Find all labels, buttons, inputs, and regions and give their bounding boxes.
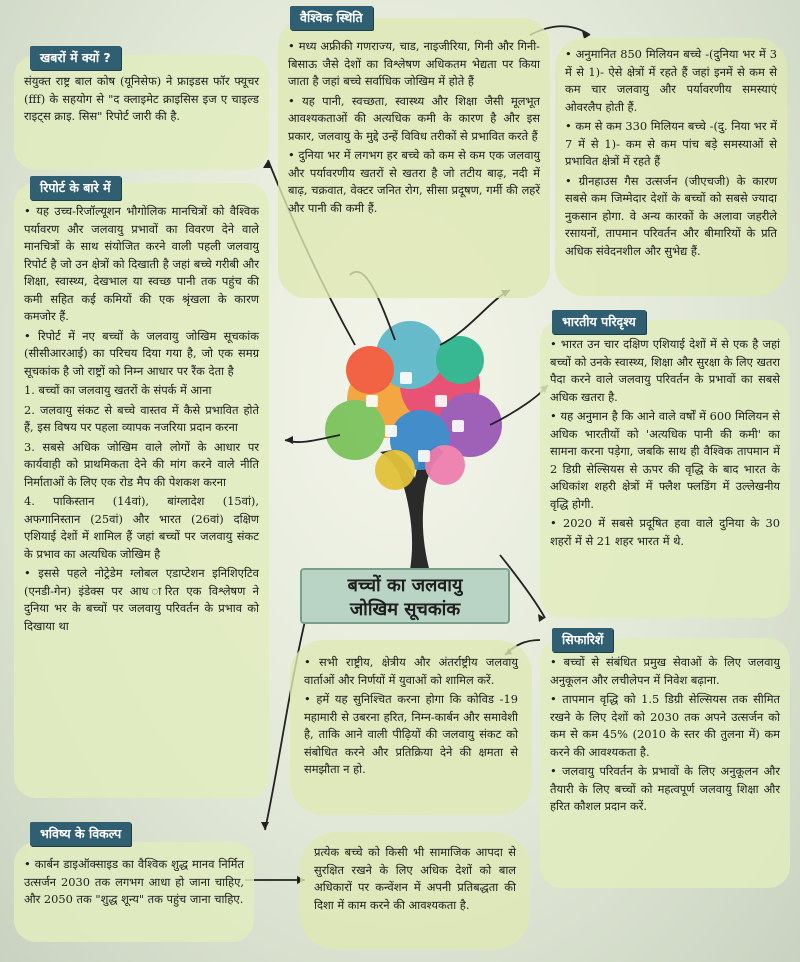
stats-item: • अनुमानित 850 मिलियन बच्चे -(दुनिया भर में 3 में से 1)- ऐसे क्षेत्रों में रहते हैं जहां इनमें से कम से कम चार जलवायु और पर्यावरणीय समस्याएं ओवरलैप होती हैं. [565,47,777,114]
report-box [14,183,269,798]
global-item: • दुनिया भर में लगभग हर बच्चे को कम से कम एक जलवायु और पर्यावरणीय खतरों से खतरा है जो तटीय बाढ़, नदी में बाढ़, चक्रवात, वेक्टर जनित रोग, सीसा प्रदूषण, गर्मी की लहरें और पानी की कमी हैं. [288,148,540,215]
global-item: • मध्य अफ्रीकी गणराज्य, चाड, नाइजीरिया, गिनी और गिनी-बिसाऊ जैसे देशों का विश्लेषण अधिकतम भेद्यता पर किया जाता है जहां बच्चे सर्वाधिक जोखिम में होते हैं [288,39,540,88]
page-title [300,568,510,624]
recommend-item: • जलवायु परिवर्तन के प्रभावों के लिए अनुकूलन और तैयारी के लिए बच्चों को महत्वपूर्ण जलवायु शिक्षा और हरित कौशल प्रदान करें. [550,764,780,813]
youth-item: • हमें यह सुनिश्चित करना होगा कि कोविड -19 महामारी से उबरना हरित, निम्न-कार्बन और समावेशी है, ताकि आने वाली पीढ़ियों की जलवायु संकट को संबोधित करने और प्रतिक्रिया देने की क्षमता से समझौता न हो. [304,692,518,776]
future-header: भविष्य के विकल्प [30,822,131,846]
india-box [540,320,790,618]
protect-text: प्रत्येक बच्चे को किसी भी सामाजिक आपदा से सुरक्षित रखने के लिए अधिक देशों को बाल अधिकारों पर कन्वेंशन में अपनी प्रतिबद्धता की दिशा में काम करने की आवश्यकता है. [314,845,516,912]
grid-icon [452,420,464,432]
title-line-1: बच्चों का जलवायु [347,575,463,596]
gear-icon [366,395,378,407]
globe-icon [418,450,430,462]
report-item: 3. सबसे अधिक जोखिम वाले लोगों के आधार पर कार्यवाही को प्राथमिकता देने की मांग करने वाले नीति निर्माताओं के लिए एक रोड मैप की पेशकश करना [24,439,259,489]
india-header: भारतीय परिदृश्य [552,310,646,334]
stats-box [555,38,787,296]
tree-canopy [325,321,502,490]
news-text: संयुक्त राष्ट्र बाल कोष (यूनिसेफ) ने फ्राइडस फॉर फ्यूचर (fff) के सहयोग से "द क्लाइमेट क्राइसिस इज ए चाइल्ड राइट्स क्राइ. सिस" रिपोर्ट जारी की है. [24,74,259,123]
report-item: • यह उच्च-रिजॉल्यूशन भौगोलिक मानचित्रों को वैश्विक पर्यावरण और जलवायु प्रभावों का विवरण देने वाले मानचित्रों के साथ संयोजित करने वाली पहली जलवायु रिपोर्ट है जो उन क्षेत्रों को दिखाती है जहां बच्चे गरीबी और शिक्षा, स्वास्थ्य, देखभाल या स्वच्छ पानी तक पहुंच की कमी सहित कई कमियों की एक श्रृंखला के कारण कमजोर हैं. [24,204,259,323]
india-item: • यह अनुमान है कि आने वाले वर्षों में 600 मिलियन से अधिक भारतीयों को 'अत्यधिक पानी की कमी' का सामना करना पड़ेगा, जबकि साथ ही वैश्विक तापमान में 2 डिग्री सेल्सियस से ऊपर की वृद्धि के बाद भारत के अधिकांश शहरी क्षेत्रों में फ्लैश फ्लडिंग में उल्लेखनीय वृद्धि होगी. [550,409,780,511]
news-box [14,55,269,170]
report-item: 1. बच्चों का जलवायु खतरों के संपर्क में आना [24,383,212,397]
chart-icon [400,372,412,384]
protect-box [300,832,530,950]
arrow-to-stats [440,290,510,345]
recommend-item: • बच्चों से संबंधित प्रमुख सेवाओं के लिए जलवायु अनुकूलन और लचीलेपन में निवेश बढ़ाना. [550,655,780,687]
report-item: 4. पाकिस्तान (14वां), बांग्लादेश (15वां), अफगानिस्तान (25वां) और भारत (26वां) दक्षिण एशियाई देशों में शामिल हैं जहां बच्चों पर जलवायु संकट के प्रभाव का अत्यधिक जोखिम है [24,494,259,561]
future-text: • कार्बन डाइऑक्साइड का वैश्विक शुद्ध मानव निर्मित उत्सर्जन 2030 तक लगभग आधा हो जाना चाहिए, और 2050 तक "शुद्ध शून्य" तक पहुंच जाना चाहिए. [24,857,244,906]
stats-item: • ग्रीनहाउस गैस उत्सर्जन (जीएचजी) के कारण सबसे कम जिम्मेदार देशों के बच्चों को सबसे ज्यादा नुकसान होगा. वे अन्य कारकों के अलावा जहरीले रसायनों, तापमान परिवर्तन और बीमारियों के प्रति अधिक संवेदनशील और सुभेद्य हैं. [565,173,777,258]
title-line-2: जोखिम सूचकांक [349,599,461,620]
target-icon [435,395,447,407]
report-item: 2. जलवायु संकट से बच्चे वास्तव में कैसे प्रभावित होते हैं, इस विषय पर पहला व्यापक नजरिया प्रदान करना [24,402,259,434]
youth-box [290,640,532,815]
youth-item: • सभी राष्ट्रीय, क्षेत्रीय और अंतर्राष्ट्रीय जलवायु वार्ताओं और निर्णयों में युवाओं को शामिल करें. [304,655,518,687]
report-item: • रिपोर्ट में नए बच्चों के जलवायु जोखिम सूचकांक (सीसीआरआई) का परिचय दिया गया है, जो एक समग्र सूचकांक है जो राष्ट्रों को निम्न आधार पर रैंक देता है [24,328,259,378]
stats-item: • कम से कम 330 मिलियन बच्चे -(दु. निया भर में 7 में से 1)- कम से कम पांच बड़े समस्याओं से प्रभावित क्षेत्रों में रहते हैं [565,119,777,168]
global-header: वैश्विक स्थिति [290,6,373,30]
recommend-item: • तापमान वृद्धि को 1.5 डिग्री सेल्सियस तक सीमित रखने के लिए देशों को 2030 तक अपने उत्सर्जन को कम से कम 45% (2010 के स्तर की तुलना में) कम करने की आवश्यकता है. [550,692,780,759]
global-box [278,18,550,298]
network-icon [385,425,397,437]
news-header: खबरों में क्यों ? [30,46,121,70]
india-item: • भारत उन चार दक्षिण एशियाई देशों में से एक है जहां बच्चों को उनके स्वास्थ्य, शिक्षा और सुरक्षा के लिए खतरा पैदा करने वाले जलवायु परिवर्तन के प्रभावों का सबसे अधिक खतरा है. [550,337,780,404]
report-header: रिपोर्ट के बारे में [30,176,121,200]
india-item: • 2020 में सबसे प्रदूषित हवा वाले दुनिया के 30 शहरों में से 21 शहर भारत में थे. [550,516,780,548]
recommend-box [540,638,790,888]
global-item: • यह पानी, स्वच्छता, स्वास्थ्य और शिक्षा जैसी मूलभूत आवश्यकताओं की अत्यधिक कमी के कारण है और इस प्रकार, जलवायु के मुद्दे उन्हें विविध तरीकों से प्रभावित करते हैं [288,93,540,143]
recommend-header: सिफारिशें [552,628,613,652]
report-item: • इससे पहले नोट्रेडेम ग्लोबल एडाप्टेशन इनिशिएटिव (एनडी-गेन) इंडेक्स पर आध ारित एक विश्लेषण ने दुनिया भर के बच्चों पर जलवायु परिवर्तन के प्रभाव को दिखाया था [24,566,259,633]
future-box [14,842,254,942]
